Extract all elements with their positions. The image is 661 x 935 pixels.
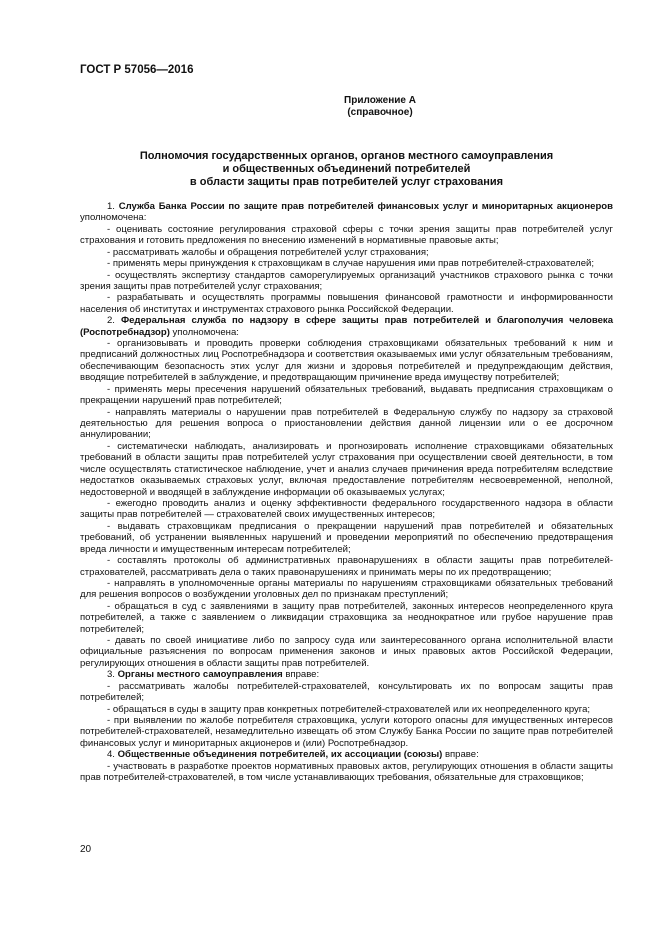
list-item: - рассматривать жалобы потребителей-страхователей, консультировать их по вопросам защиты прав потребителей; [80,680,613,704]
list-item: - участвовать в разработке проектов нормативных правовых актов, регулирующих отношения в области защиты прав потребителей-страхователей, в том числе устанавливающих требования, обязательные для страховщиков; [80,760,613,784]
list-item: - обращаться в суды в защиту прав конкретных потребителей-страхователей или их неопределенного круга; [107,703,591,715]
list-item: - при выявлении по жалобе потребителя страховщика, услуги которого опасны для имущественных интересов потребителей-страхователей, незамедлительно извещать об этом Службу Банка России по защите прав потребителей финансовых услуг и миноритарных акционеров и (или) Роспотребнадзор. [80,714,613,749]
section-1-intro [80,201,613,224]
list-item: - оценивать состояние регулирования страховой сферы с точки зрения защиты прав потребителей услуг страхования и готовить предложения по внесению изменений в нормативные правовые акты; [80,223,613,247]
section-2-intro [80,315,613,338]
title-line-1: Полномочия государственных органов, органов местного самоуправления [139,150,554,162]
section-number: 4. [107,749,115,761]
page-number: 20 [80,844,92,855]
list-item: - выдавать страховщикам предписания о прекращении нарушений прав потребителей и обязательных требований, об устранении выявленных нарушений и проведении мероприятий по обеспечению предотвращения вреда личности и имущественным интересам потребителей; [80,520,613,555]
section-4-intro [80,749,613,760]
standard-number: ГОСТ Р 57056—2016 [80,64,194,76]
list-item: - систематически наблюдать, анализировать и прогнозировать исполнение страховщиками обязательных требований в области защиты прав потребителей услуг страхования при осуществлении своей деятельности, в том числе осуществлять статистическое наблюдение, учет и анализ случаев причинения вреда потребителям вследствие недостатков оказываемых страховых услуг, включая предоставление потребителям несвоевременной, неполной, недостоверной и вводящей в заблуждение информации об оказываемых услугах; [80,440,613,498]
list-item: - направлять материалы о нарушении прав потребителей в Федеральную службу по надзору за страховой деятельностью для решения вопроса о приостановлении действия данной лицензии или о ее досрочном аннулировании; [80,406,613,441]
section-intro-tail: уполномочена: [80,212,147,224]
annex-heading [300,95,460,119]
section-intro-tail: вправе: [444,749,479,761]
list-item: - организовывать и проводить проверки соблюдения страховщиками обязательных требований к ним и предписаний должностных лиц Роспотребнадзора и соответствия оказываемых ими услуг обязательным требованиям, обеспечивающим безопасность этих услуг для жизни и здоровья потребителей и предупреждающим действия, вводящие потребителей в заблуждение, и предотвращающим причинение вреда имуществу потребителей; [80,338,613,384]
section-intro-tail: вправе: [285,669,320,681]
list-item: - направлять в уполномоченные органы материалы по нарушениям страховщиками обязательных требований для решения вопросов о возбуждении уголовных дел по признакам преступлений; [80,577,613,601]
section-intro-tail: уполномочена: [172,326,239,338]
section-3-intro [80,669,613,680]
section-organization: Общественные объединения потребителей, их ассоциации (союзы) [117,749,443,761]
annex-title: Приложение А [344,95,416,106]
document-body [80,201,613,784]
document-title [80,150,613,188]
section-number: 1. [107,201,115,212]
list-item: - давать по своей инициативе либо по запросу суда или заинтересованного органа исполнительной власти официальные разъяснения по вопросам применения законов и иных правовых актов Российской Федерации, регулирующих отношения в области защиты прав потребителей. [80,635,613,669]
list-item: - разрабатывать и осуществлять программы повышения финансовой грамотности и информированности населения об институтах и инструментах страхового рынка Российской Федерации. [80,292,613,315]
title-line-3: в области защиты прав потребителей услуг страхования [189,175,504,188]
list-item: - применять меры принуждения к страховщикам в случае нарушения ими прав потребителей-страхователей; [107,258,595,270]
list-item: - рассматривать жалобы и обращения потребителей услуг страхования; [107,246,429,258]
title-line-2: и общественных объединений потребителей [222,162,471,175]
list-item: - осуществлять экспертизу стандартов саморегулируемых организаций участников страхового рынка с точки зрения защиты прав потребителей услуг страхования; [80,269,613,292]
section-number: 3. [107,669,115,681]
section-organization: Служба Банка России по защите прав потребителей финансовых услуг и миноритарных акционеров [118,201,613,212]
list-item: - применять меры пресечения нарушений обязательных требований, выдавать предписания страховщикам о прекращении нарушений прав потребителей; [80,383,613,407]
annex-type: (справочное) [347,107,413,118]
section-organization: Органы местного самоуправления [117,669,283,681]
section-organization: Федеральная служба по надзору в сфере защиты прав потребителей и благополучия человека (Роспотребнадзор) [80,315,613,338]
list-item: - составлять протоколы об административных правонарушениях в области защиты прав потребителей-страхователей, рассматривать дела о таких правонарушениях и принимать меры по их предотвращению; [80,555,613,578]
list-item: - ежегодно проводить анализ и оценку эффективности федерального государственного надзора в области защиты прав потребителей — страхователей своих имущественных интересов; [80,497,613,521]
section-number: 2. [107,315,115,327]
list-item: - обращаться в суд с заявлениями в защиту прав потребителей, законных интересов неопределенного круга потребителей, а также с заявлением о ликвидации страховщика за неоднократное или грубое нарушение прав потребителей; [80,600,613,635]
